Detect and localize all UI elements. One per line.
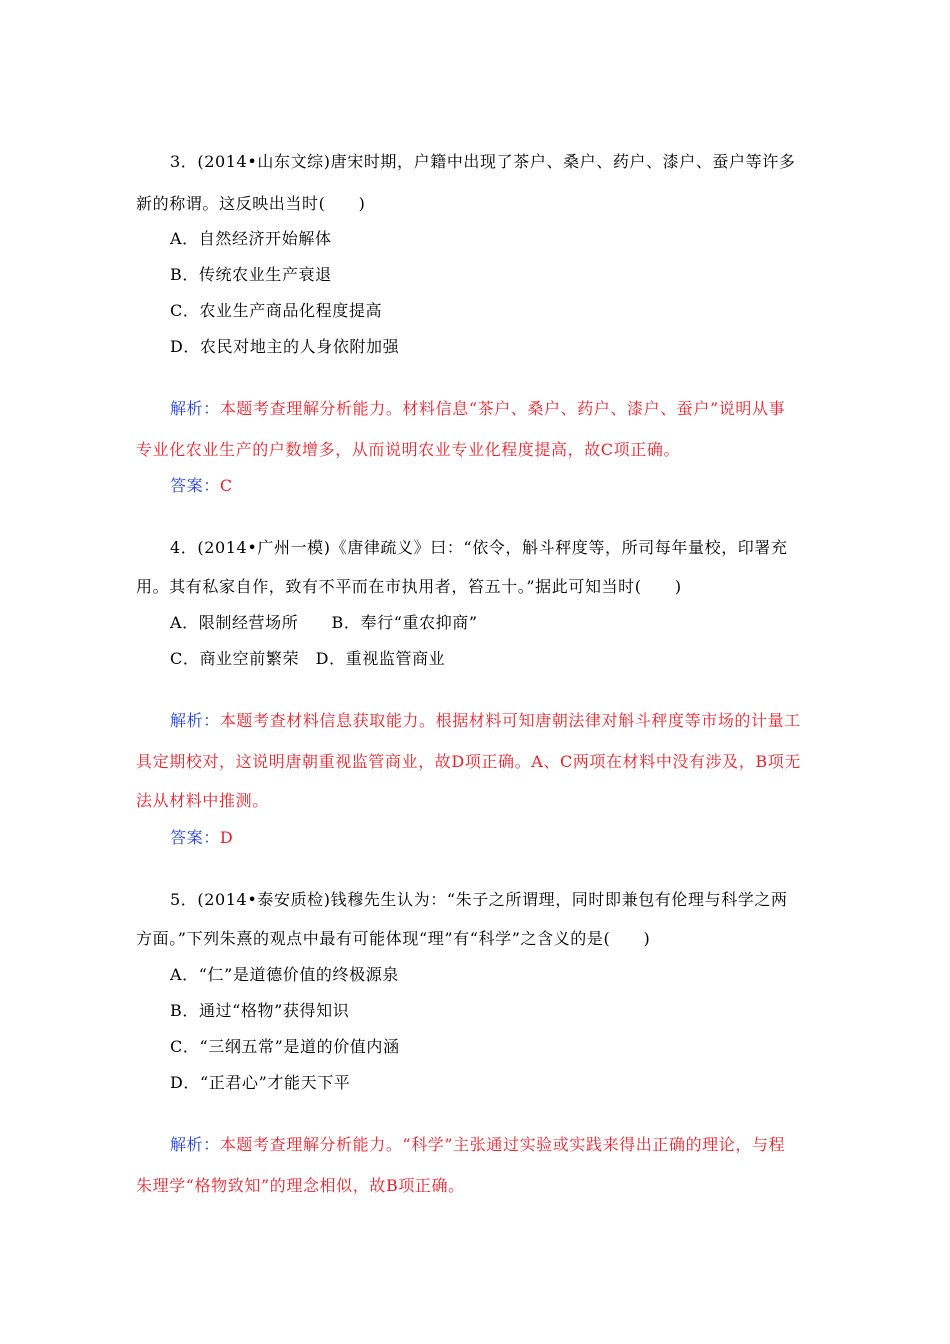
analysis-text: 本题考查理解分析能力。“科学”主张通过实验或实践来得出正确的理论，与程 (219, 1135, 786, 1154)
question-3-option-b: B．传统农业生产衰退 (170, 265, 332, 284)
question-3-stem-line-1: 3．(2014•山东文综)唐宋时期，户籍中出现了茶户、桑户、药户、漆户、蚕户等许多 (170, 152, 796, 171)
analysis-label: 解析： (170, 711, 220, 730)
question-3-analysis-line-2: 专业化农业生产的户数增多，从而说明农业专业化程度提高，故C项正确。 (136, 440, 681, 459)
question-3-stem-line-2: 新的称谓。这反映出当时( ) (136, 194, 366, 213)
analysis-label: 解析： (170, 399, 220, 418)
analysis-text: 本题考查材料信息获取能力。根据材料可知唐朝法律对斛斗秤度等市场的计量工 (219, 711, 801, 730)
question-5-analysis-line-2: 朱理学“格物致知”的理念相似，故B项正确。 (136, 1176, 465, 1195)
answer-value: C (219, 476, 233, 495)
question-5-option-d: D．“正君心”才能天下平 (170, 1073, 351, 1092)
question-4-stem-line-2: 用。其有私家自作，致有不平而在市执用者，笞五十。”据此可知当时( ) (136, 577, 682, 596)
question-3-option-c: C．农业生产商品化程度提高 (170, 301, 383, 320)
question-4-options-row-1: A．限制经营场所 B．奉行“重农抑商” (170, 613, 478, 632)
question-5-option-a: A．“仁”是道德价值的终极源泉 (170, 965, 399, 984)
question-4-analysis-line-3: 法从材料中推测。 (136, 791, 269, 810)
question-5-stem-line-2: 方面。”下列朱熹的观点中最有可能体现“理”有“科学”之含义的是( ) (136, 929, 651, 948)
question-4-options-row-2: C．商业空前繁荣 D．重视监管商业 (170, 649, 446, 668)
question-3-option-d: D．农民对地主的人身依附加强 (170, 337, 400, 356)
question-3-option-a: A．自然经济开始解体 (170, 229, 332, 248)
question-4-analysis-line-1 (170, 710, 801, 732)
question-3-answer (170, 475, 233, 497)
answer-label: 答案： (170, 476, 220, 495)
question-5-analysis-line-1 (170, 1134, 785, 1156)
question-4-analysis-line-2: 具定期校对，这说明唐朝重视监管商业，故D项正确。A、C两项在材料中没有涉及，B项无 (136, 752, 801, 771)
question-5-option-b: B．通过“格物”获得知识 (170, 1001, 350, 1020)
question-3-analysis-line-1 (170, 398, 785, 420)
answer-value: D (219, 828, 234, 847)
question-4-answer (170, 827, 233, 849)
analysis-text: 本题考查理解分析能力。材料信息“茶户、桑户、药户、漆户、蚕户”说明从事 (219, 399, 786, 418)
analysis-label: 解析： (170, 1135, 220, 1154)
answer-label: 答案： (170, 828, 220, 847)
question-5-option-c: C．“三纲五常”是道的价值内涵 (170, 1037, 400, 1056)
question-4-stem-line-1: 4．(2014•广州一模)《唐律疏义》曰：“依令，斛斗秤度等，所司每年量校，印署充 (170, 538, 788, 557)
question-5-stem-line-1: 5．(2014•泰安质检)钱穆先生认为：“朱子之所谓理，同时即兼包有伦理与科学之两 (170, 890, 788, 909)
